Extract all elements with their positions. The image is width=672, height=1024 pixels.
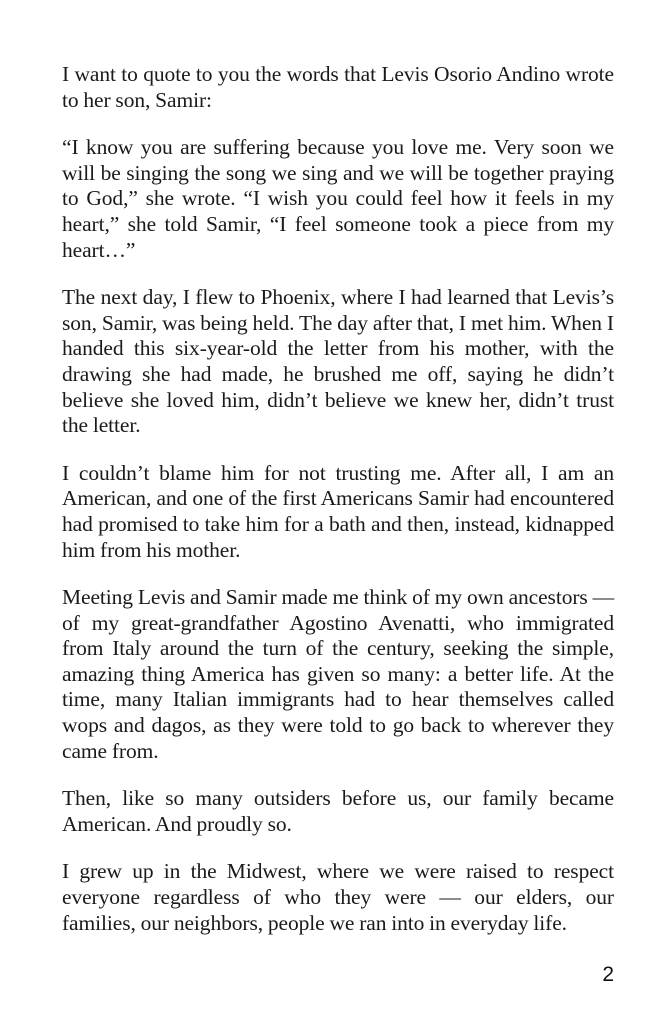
page-number: 2 <box>602 963 614 986</box>
paragraph-midwest: I grew up in the Midwest, where we were raised to respect everyone regardless of who they were — our elders, our families, our neighbors, people we ran into in everyday life. <box>62 859 614 935</box>
paragraph-trust: I couldn’t blame him for not trusting me. After all, I am an American, and one of the first Americans Samir had encountered had promised to take him for a bath and then, instead, kidnapped him from his mother. <box>62 460 614 562</box>
paragraph-family-american: Then, like so many outsiders before us, our family became American. And proudly so. <box>62 786 614 836</box>
paragraph-quote-intro: I want to quote to you the words that Levis Osorio Andino wrote to her son, Samir: <box>62 62 614 112</box>
paragraph-ancestors: Meeting Levis and Samir made me think of my own ancestors — of my great-grandfather Agostino Avenatti, who immigrated from Italy around the turn of the century, seeking the simple, amazing thing America has given so many: a better life. At the time, many Italian immigrants had to hear themselves called wops and dagos, as they were told to go back to wherever they came from. <box>62 585 614 763</box>
paragraph-phoenix: The next day, I flew to Phoenix, where I had learned that Levis’s son, Samir, was being held. The day after that, I met him. When I handed this six-year-old the letter from his mother, with the drawing she had made, he brushed me off, saying he didn’t believe she loved him, didn’t believe we knew her, didn’t trust the letter. <box>62 285 614 438</box>
page-body <box>62 62 614 958</box>
paragraph-letter-quote: “I know you are suffering because you love me. Very soon we will be singing the song we sing and we will be together praying to God,” she wrote. “I wish you could feel how it feels in my heart,” she told Samir, “I feel someone took a piece from my heart…” <box>62 135 614 262</box>
